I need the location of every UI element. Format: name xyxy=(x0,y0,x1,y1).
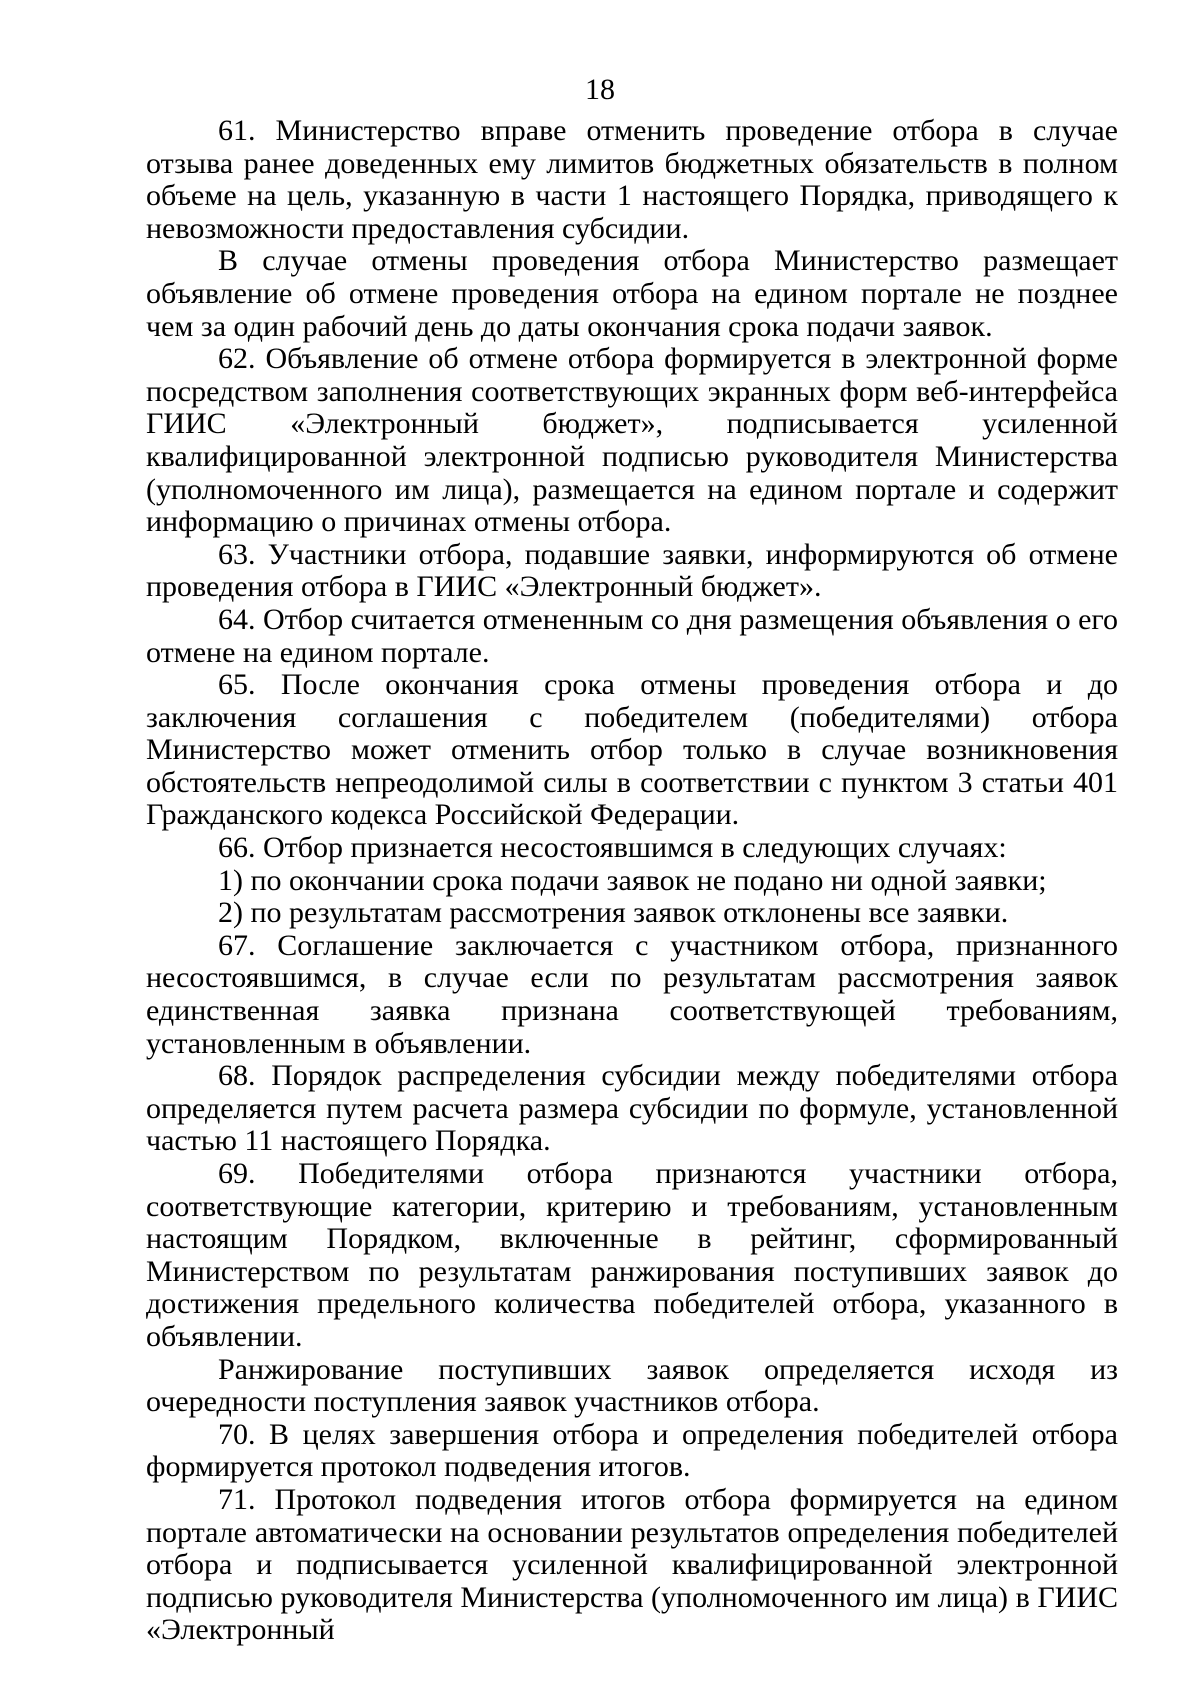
paragraph-61-cancellation: В случае отмены проведения отбора Министерство размещает объявление об отмене проведения отбора на едином портале не позднее чем за один рабочий день до даты окончания срока подачи заявок. xyxy=(146,244,1118,343)
paragraph-66: 66. Отбор признается несостоявшимся в следующих случаях: xyxy=(218,831,1007,865)
paragraph-63: 63. Участники отбора, подавшие заявки, информируются об отмене проведения отбора в ГИИС «Электронный бюджет». xyxy=(146,537,1118,604)
paragraph-68: 68. Порядок распределения субсидии между победителями отбора определяется путем расчета размера субсидии по формуле, установленной частью 11 настоящего Порядка. xyxy=(146,1059,1118,1158)
paragraph-67: 67. Соглашение заключается с участником отбора, признанного несостоявшимся, в случае если по результатам рассмотрения заявок единственная заявка признана соответствующей требованиям, установленным в объявлении. xyxy=(146,928,1118,1060)
list-item-66-2: 2) по результатам рассмотрения заявок отклонены все заявки. xyxy=(218,896,1009,930)
paragraph-71: 71. Протокол подведения итогов отбора формируется на едином портале автоматически на основании результатов определения победителей отбора и подписывается усиленной квалифицированной электронной подписью руководителя Министерства (уполномоченного им лица) в ГИИС «Электронный xyxy=(146,1482,1118,1647)
paragraph-69: 69. Победителями отбора признаются участники отбора, соответствующие категории, критерию и требованиям, установленным настоящим Порядком, включенные в рейтинг, сформированный Министерством по результатам ранжирования поступивших заявок до достижения предельного количества победителей отбора, указанного в объявлении. xyxy=(146,1157,1118,1353)
paragraph-69-ranking: Ранжирование поступивших заявок определяется исходя из очередности поступления заявок участников отбора. xyxy=(146,1352,1118,1419)
paragraph-61: 61. Министерство вправе отменить проведение отбора в случае отзыва ранее доведенных ему лимитов бюджетных обязательств в полном объеме на цель, указанную в части 1 настоящего Порядка, приводящего к невозможности предоставления субсидии. xyxy=(146,114,1118,245)
page-number: 18 xyxy=(585,73,615,106)
paragraph-65: 65. После окончания срока отмены проведения отбора и до заключения соглашения с победителем (победителями) отбора Министерство может отменить отбор только в случае возникновения обстоятельств непреодолимой силы в соответствии с пунктом 3 статьи 401 Гражданского кодекса Российской Федерации. xyxy=(146,668,1118,832)
paragraph-70: 70. В целях завершения отбора и определения победителей отбора формируется протокол подведения итогов. xyxy=(146,1417,1118,1484)
paragraph-62: 62. Объявление об отмене отбора формируется в электронной форме посредством заполнения соответствующих экранных форм веб-интерфейса ГИИС «Электронный бюджет», подписывается усиленной квалифицированной электронной подписью руководителя Министерства (уполномоченного им лица), размещается на едином портале и содержит информацию о причинах отмены отбора. xyxy=(146,342,1118,539)
document-body xyxy=(146,115,1118,1647)
list-item-66-1: 1) по окончании срока подачи заявок не подано ни одной заявки; xyxy=(218,863,1047,897)
paragraph-64: 64. Отбор считается отмененным со дня размещения объявления о его отмене на едином портале. xyxy=(146,602,1118,669)
